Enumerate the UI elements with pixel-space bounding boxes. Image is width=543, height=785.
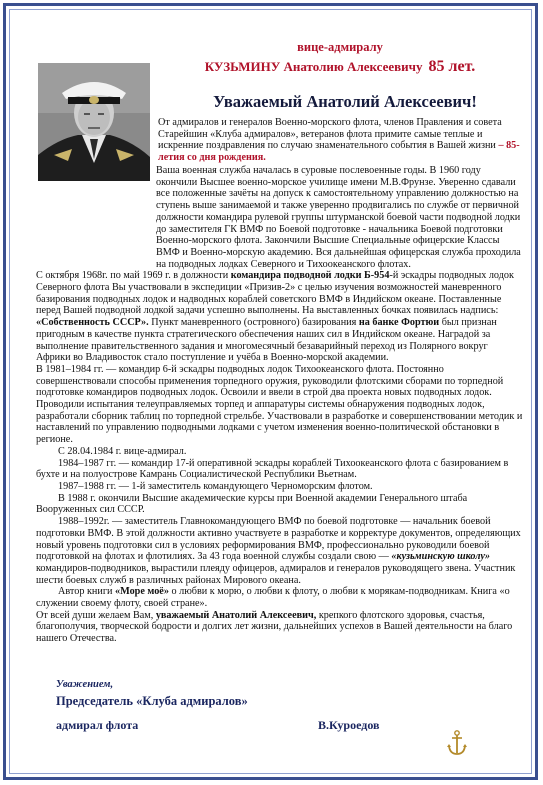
honoree-name: КУЗЬМИНУ Анатолию Алексеевичу [204, 59, 423, 74]
anchor-icon [446, 730, 468, 756]
p9-part-c: о любви к морю, о любви к флоту, о любви к морякам-подводникам. Книга «о служении своему флоту, своей стране». [36, 586, 510, 610]
paragraph-1981: В 1981–1984 гг. — командир 6-й эскадры подводных лодок Тихоокеанского флота. Постоянно совершенствовали способы применения торпедного оружия, руководили флотскими сборами по торпедной подготовке командиров подводных лодок. Освоили и ввели в строй два проекта новых подводных лодок. Проводили испытания телеуправляемых торпед и аппаратуры системы обнаружения подводных лодок, разработали сборник таблиц по торпедной стрельбе. Участвовали в разработке и совершенствовании методик и наставлений по управлению подводными лодками с учетом изменения военно-политической обстановки в регионе. [36, 363, 523, 446]
paragraph-wishes [36, 610, 524, 645]
p2-inscription: «Собственность СССР». [36, 317, 149, 329]
p8-part-c: командиров-подводников, вырастили плеяду офицеров, адмиралов и генералов руководящего звена. Участник шести боевых служб в различных районах Мирового океана. [36, 562, 516, 586]
p2-submarine: командира подводной лодки Б-954 [230, 270, 390, 282]
p2-part-g: был признан пригодным в качестве пункта стратегического обеспечения наших сил в Индийском океане. Наградой за выполнение правительственного задания и многомесячный безаварийный переход из Полярного вокруг Африки во Владивосток стало поступление и учёба в Военно-морской академии. [36, 317, 497, 364]
signer-rank: адмирал флота [56, 718, 139, 732]
p8-school: «кузьминскую школу» [391, 551, 490, 563]
paragraph-1987: 1987–1988 гг. — 1-й заместитель командующего Черноморским флотом. [58, 480, 373, 492]
years-label: 85 лет. [428, 58, 476, 75]
paragraph-1988-1992 [36, 516, 524, 586]
paragraph-1988: В 1988 г. окончили Высшие академические курсы при Военной академии Генерального штаба Вооруженных сил СССР. [36, 492, 468, 516]
paragraph-1984-rank: С 28.04.1984 г. вице-адмирал. [58, 445, 187, 457]
p2-part-c: -й эскадры подводных лодок Северного флота Вы участвовали в экспедиции «Призив-2» с целью изучения возможностей маневренного базирования подводных лодок и надводных кораблей советского ВМФ в Индийском океане. Поставленные перед Вашей подводной лодкой задачи успешно выполнены. На выставленных бочках появилась надпись: [36, 270, 514, 317]
intro-highlight: – 85-летия со дня рождения. [158, 140, 520, 164]
intro-paragraph [158, 117, 526, 164]
p10-part-c: крепкого флотского здоровья, счастья, благополучия, творческой бодрости и долгих лет жизни, дальнейших успехов в Вашей деятельности на благо нашего Отечества. [36, 609, 513, 645]
p9-book-title: «Море моё» [115, 586, 169, 598]
intro-text: От адмиралов и генералов Военно-морского флота, членов Правления и совета Старейшин «Клуба адмиралов», ветеранов флота примите самые теплые и искренние поздравления по случаю знаменательного события в Вашей жизни [158, 117, 502, 152]
paragraph-service-start: Ваша военная служба началась в суровые послевоенные годы. В 1960 году окончили Высшее военно-морское училище имени М.В.Фрунзе. Уверенно сдавали все положенные зачёты на допуск к самостоятельному управлению должностью на ступень выше занимаемой и также уверенно продвигались по службе от первичной должности командира рулевой группы штурманской боевой части подводной лодки до заместителя ГК ВМФ по Боевой подготовке - начальника Боевой подготовки Военно-морского флота. Закончили Высшие Специальные офицерские Классы ВМФ и Военно-морскую академию. Вся дальнейшая офицерская служба проходила на подводных лодках Северного и Тихоокеанского флотах. [156, 165, 521, 270]
signer-name: В.Куроедов [318, 718, 380, 732]
closing-text: Уважением, [56, 679, 114, 690]
p2-bank: на банке Фортюи [358, 317, 440, 329]
p10-part-a: От всей души желаем Вам, [36, 609, 154, 621]
body-text [36, 165, 524, 645]
greeting-title: Уважаемый Анатолий Алексеевич! [213, 92, 477, 111]
header-line-1: вице-адмиралу [297, 40, 383, 54]
p8-part-a: 1988–1992г. — заместитель Главнокомандующего ВМФ по боевой подготовке — начальник боевой подготовки ВМФ. В этой должности активно участвуете в разработке и корректуре документов, определяющих новый уровень подготовки сил в условиях реформирования ВМФ, профессионально руководили боевой подготовкой на флотах и флотилиях. За 43 года военной службы создали свою — [36, 516, 521, 563]
header-line-2 [160, 58, 520, 76]
chairman-title: Председатель «Клуба адмиралов» [56, 694, 248, 708]
paragraph-1984: 1984–1987 гг. — командир 17-й оперативной эскадры кораблей Тихоокеанского флота с базированием в бухте и на полуострове Камрань Социалистической Республики Вьетнам. [36, 457, 509, 481]
p2-part-e: Пункт маневренного (островного) базирования [151, 317, 357, 329]
paragraph-book [36, 586, 524, 609]
p10-addressee: уважаемый Анатолий Алексеевич, [155, 609, 317, 621]
p9-part-a: Автор книги [58, 586, 113, 598]
paragraph-expedition [36, 270, 524, 364]
portrait-photo [38, 63, 150, 181]
p2-part-a: С октября 1968г. по май 1969 г. в должности [36, 270, 229, 282]
